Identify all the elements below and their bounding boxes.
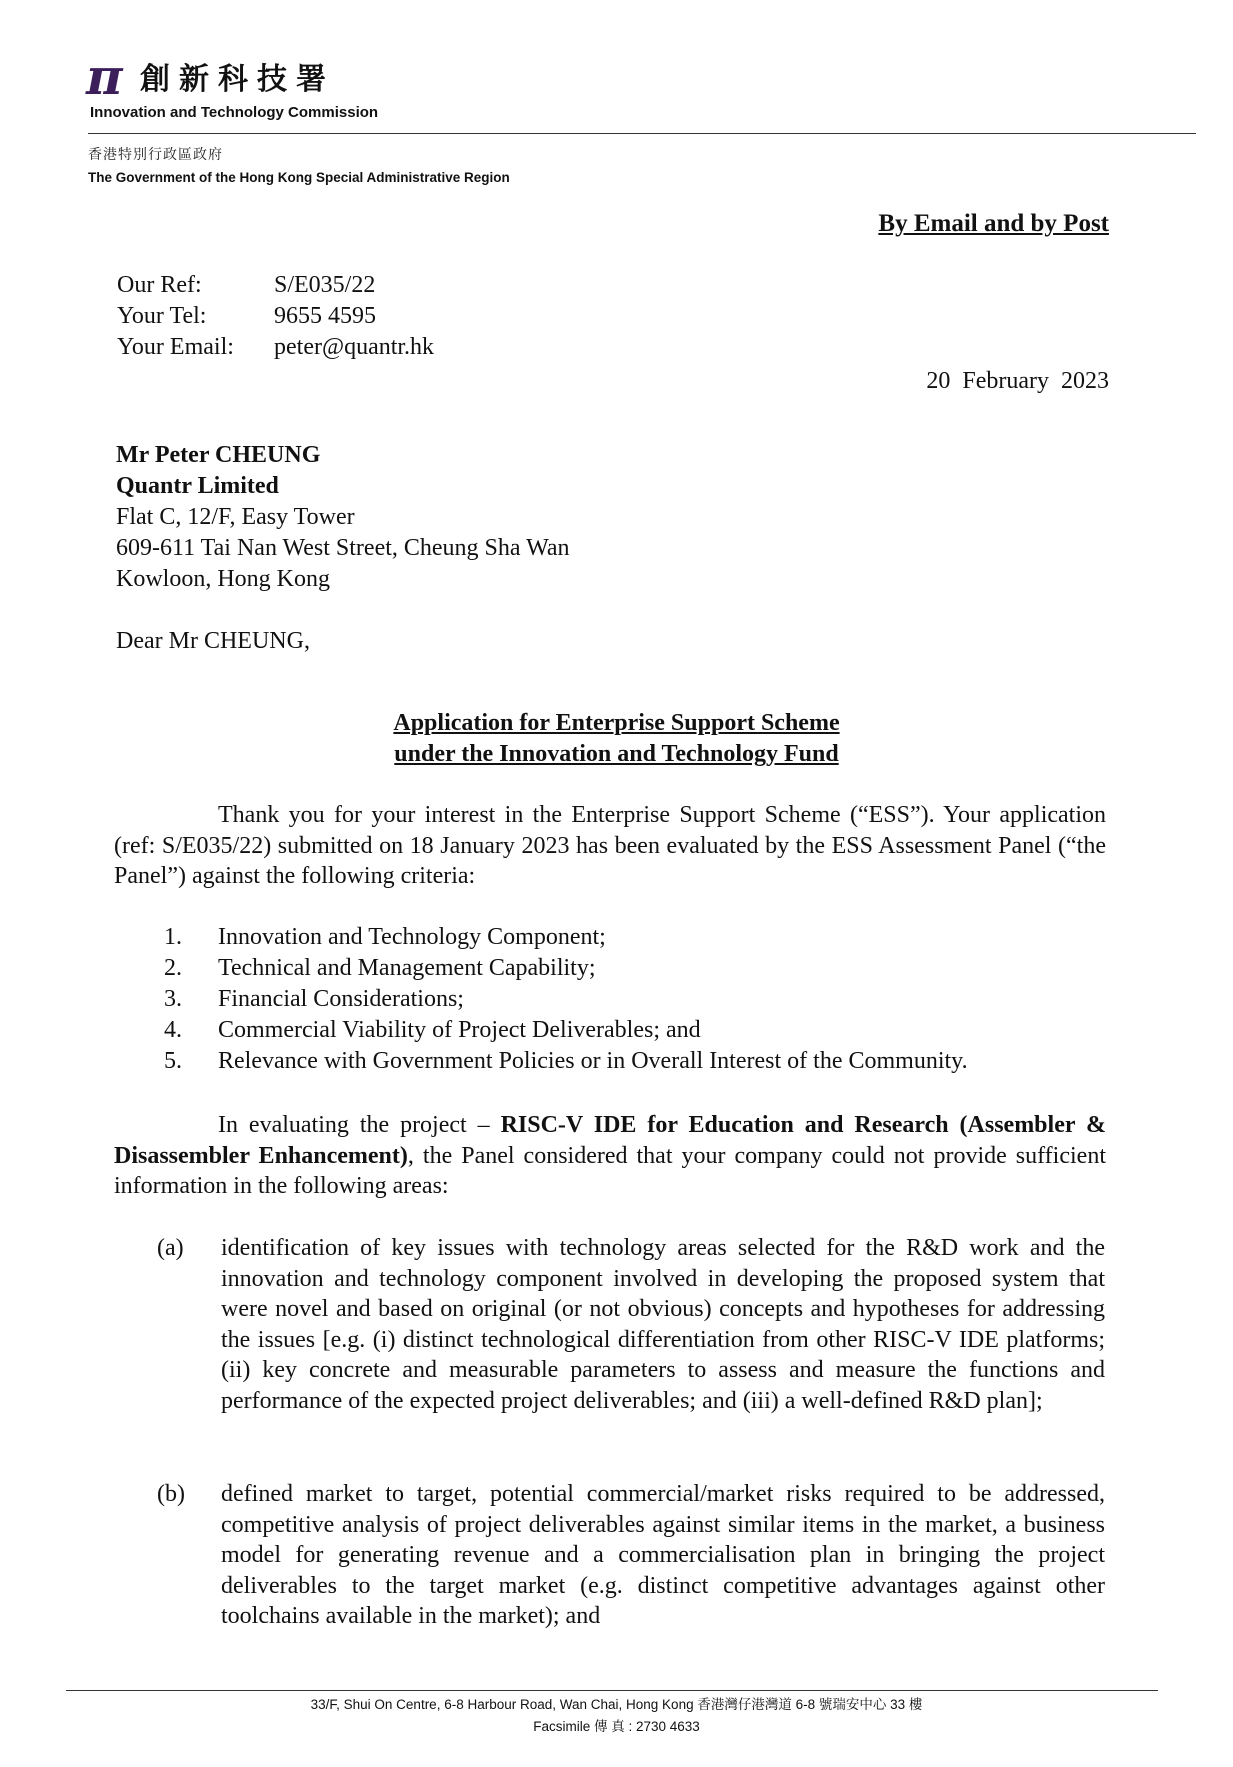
footer-divider [66, 1690, 1158, 1691]
criteria-list [164, 922, 968, 1077]
reference-block [117, 270, 434, 363]
list-text: Technical and Management Capability; [218, 955, 596, 981]
list-item [164, 922, 968, 953]
org-name-chinese: 創新科技署 [140, 62, 335, 97]
letter-subject [0, 708, 1233, 770]
list-item [164, 953, 968, 984]
ref-row-our-ref [117, 270, 434, 301]
address-line: Flat C, 12/F, Easy Tower [116, 504, 355, 530]
subject-line: Application for Enterprise Support Scheme [393, 710, 840, 736]
ref-label: Your Email: [117, 334, 234, 360]
item-label: (a) [157, 1235, 184, 1261]
header-divider [88, 133, 1196, 134]
recipient-company: Quantr Limited [116, 473, 279, 499]
list-item [164, 984, 968, 1015]
subject-line: under the Innovation and Technology Fund [394, 741, 839, 767]
address-line: Kowloon, Hong Kong [116, 566, 330, 592]
paragraph-intro [114, 800, 1106, 892]
government-name-english: The Government of the Hong Kong Special Administrative Region [88, 170, 510, 185]
list-number: 2. [164, 955, 182, 981]
ref-value: 9655 4595 [274, 303, 376, 329]
org-name-english: Innovation and Technology Commission [90, 104, 379, 121]
ref-label: Our Ref: [117, 272, 202, 298]
ref-value: S/E035/22 [274, 272, 376, 298]
list-text: Innovation and Technology Component; [218, 924, 606, 950]
delivery-method: By Email and by Post [878, 210, 1109, 237]
ref-value: peter@quantr.hk [274, 334, 435, 360]
list-number: 3. [164, 986, 182, 1012]
paragraph-evaluation-tail: , the Panel considered that your company could not provide sufficient information in the following areas: [114, 1142, 1106, 1199]
recipient-name: Mr Peter CHEUNG [116, 442, 321, 468]
footer-address: 33/F, Shui On Centre, 6-8 Harbour Road, Wan Chai, Hong Kong 香港灣仔港灣道 6-8 號瑞安中心 33 樓 [310, 1697, 923, 1712]
itc-logo-symbol: π [86, 47, 123, 106]
item-label: (b) [157, 1481, 185, 1507]
ref-label: Your Tel: [117, 303, 207, 329]
list-item [164, 1046, 968, 1077]
deficiency-item-b [157, 1479, 1105, 1632]
government-name-chinese: 香港特別行政區政府 [88, 147, 223, 163]
letter-date: 20 February 2023 [926, 368, 1109, 394]
ref-row-tel [117, 301, 434, 332]
ref-row-email [117, 332, 434, 363]
item-text: identification of key issues with technology areas selected for the R&D work and the innovation and technology component involved in developing the proposed system that were novel and based on original (or not obvious) concepts and hypotheses for addressing the issues [e.g. (i) distinct technological differentiation from other RISC-V IDE platforms; (ii) key concrete and measurable parameters to assess and measure the functions and performance of the expected project deliverables; and (iii) a well-defined R&D plan]; [221, 1235, 1105, 1414]
address-line: 609-611 Tai Nan West Street, Cheung Sha Wan [116, 535, 570, 561]
deficiency-item-a [157, 1233, 1105, 1416]
paragraph-evaluation-lead: In evaluating the project – [218, 1112, 501, 1138]
paragraph-evaluation [114, 1110, 1106, 1202]
footer-fax: Facsimile 傳 真 : 2730 4633 [533, 1719, 700, 1734]
list-number: 4. [164, 1017, 182, 1043]
paragraph-intro-text: Thank you for your interest in the Enterprise Support Scheme (“ESS”). Your application (ref: S/E035/22) submitted on 18 January 2023 has been evaluated by the ESS Assessment Panel (“the Panel”) against the following criteria: [114, 802, 1106, 889]
list-text: Financial Considerations; [218, 986, 464, 1012]
project-title: RISC-V IDE for Education and Research (Assembler & Disassembler Enhancement) [114, 1112, 1106, 1169]
list-number: 1. [164, 924, 182, 950]
list-number: 5. [164, 1048, 182, 1074]
list-text: Relevance with Government Policies or in Overall Interest of the Community. [218, 1048, 968, 1074]
list-item [164, 1015, 968, 1046]
recipient-address [116, 440, 570, 595]
salutation: Dear Mr CHEUNG, [116, 628, 310, 654]
item-text: defined market to target, potential commercial/market risks required to be addressed, competitive analysis of project deliverables against similar items in the market, a business model for generating revenue and a commercialisation plan in bringing the project deliverables to the target market (e.g. distinct competitive advantages against other toolchains available in the market); and [221, 1481, 1105, 1629]
list-text: Commercial Viability of Project Deliverables; and [218, 1017, 701, 1043]
